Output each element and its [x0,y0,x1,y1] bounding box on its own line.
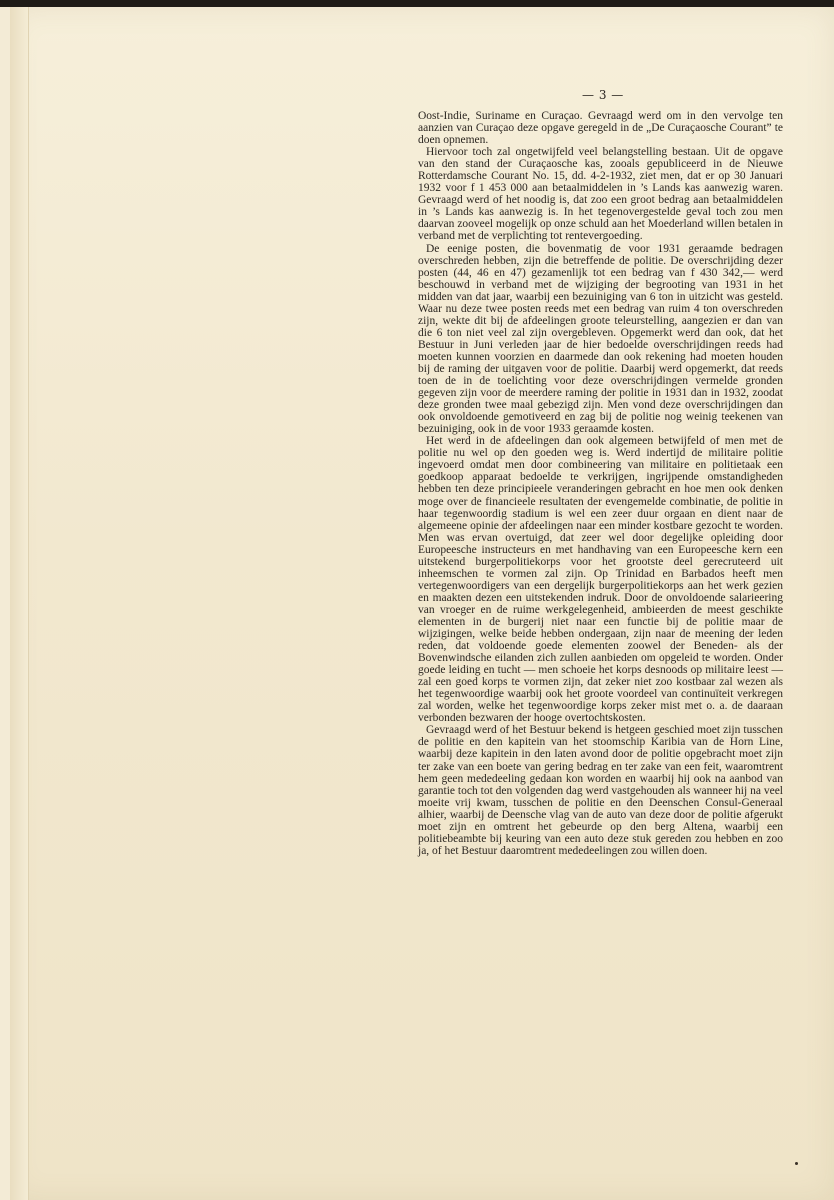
page-fold-shadow [10,7,29,1200]
paragraph: Gevraagd werd of het Bestuur bekend is hetgeen geschied moet zijn tusschen de politie en den kapitein van het stoomschip Karibia van de Horn Line, waarbij deze kapitein in den laten avond door de politie opgebracht moet zijn ter zake van een boete van gering bedrag en ter zake van een feit, waaromtrent hem geen mededeeling gedaan kon worden en waarbij hij ook na aanbod van garantie toch tot den volgenden dag werd vastgehouden als wanneer hij na veel moeite vrij kwam, tusschen de politie en den Deenschen Consul-Generaal alhier, waarbij de Deensche vlag van de auto van deze door de politie afgerukt moet zijn en omtrent het gebeurde op den berg Altena, waarbij een politiebeambte bij keuring van een auto deze stuk gereden zou hebben en zoo ja, of het Bestuur daaromtrent mededeelingen zou willen doen. [418,724,783,857]
page-number: — 3 — [582,88,624,102]
paragraph: Hiervoor toch zal ongetwijfeld veel belangstelling bestaan. Uit de opgave van den stand der Curaçaosche kas, zooals gepubliceerd in de Nieuwe Rotterdamsche Courant No. 15, dd. 4-2-1932, ziet men, dat er op 30 Januari 1932 voor f 1 453 000 aan betaalmiddelen in ’s Lands kas aanwezig waren. Gevraagd werd of het noodig is, dat zoo een groot bedrag aan betaalmiddelen in ’s Lands kas aanwezig is. In het tegenovergestelde geval toch zou men daarvan zooveel mogelijk op onze schuld aan het Moederland willen betalen in verband met de verplichting tot rentevergoeding. [418,146,783,243]
scan-top-edge [0,0,834,7]
paragraph: De eenige posten, die bovenmatig de voor 1931 geraamde bedragen overschreden hebben, zijn die betreffende de politie. De overschrijding dezer posten (44, 46 en 47) gezamenlijk tot een bedrag van f 430 342,— werd beschouwd in verband met de wijziging der begrooting van 1931 in het midden van dat jaar, waarbij een bezuiniging van 6 ton in uitzicht was gesteld. Waar nu deze twee posten reeds met een bedrag van ruim 4 ton overschreden zijn, wekte dit bij de afdeelingen groote teleurstelling, aangezien er dan van die 6 ton niet veel zal zijn overgebleven. Opgemerkt werd dan ook, dat het Bestuur in Juni verleden jaar de hier bedoelde overschrijdingen reeds had moeten kunnen voorzien en daarmede dan ook rekening had moeten houden bij de raming der uitgaven voor de politie. Daarbij werd opgemerkt, dat reeds toen de in de toelichting voor deze overschrijdingen vermelde gronden gegeven zijn voor de meerdere raming der politie in 1931 dan in 1932, zoodat deze gronden twee maal gebezigd zijn. Men vond deze overschrijdingen dan ook onvoldoende gemotiveerd en zag bij de politie nog weinig teekenen van bezuiniging, ook in de voor 1933 geraamde kosten. [418,242,783,436]
paragraph: Het werd in de afdeelingen dan ook algemeen betwijfeld of men met de politie nu wel op den goeden weg is. Werd indertijd de militaire politie ingevoerd omdat men door combineering van militaire en politietaak een goedkoop apparaat bedoelde te verkrijgen, ingrijpende omstandigheden hebben ten deze principieele veranderingen gebracht en hoe men ook denken moge over de financieele resultaten der evengemelde combinatie, de politie in haar tegenwoordig stadium is wel een zeer duur orgaan en dient naar de algemeene opinie der afdeelingen naar een minder kostbare gezocht te worden. Men was ervan overtuigd, dat zeer wel door degelijke opleiding door Europeesche instructeurs en met handhaving van een Europeesche kern een uitstekend burgerpolitiekorps voor het grootste deel gerecruteerd uit inheemschen te vormen zal zijn. Op Trinidad en Barbados heeft men vertegenwoordigers van een dergelijk burgerpolitiekorps aan het werk gezien en maakten dezen een uitstekenden indruk. Door de onvoldoende salarieering van vroeger en de ruime werkgelegenheid, ambieerden de meest geschikte elementen in de burgerij niet naar een functie bij de politie maar de wijzigingen, welke beide hebben ondergaan, zijn naar de meening der leden reden, dat voldoende goede elementen zoowel der Beneden- als der Bovenwindsche eilanden zich zullen aanbieden om opgeleid te worden. Onder goede leiding en tucht — men schoeie het korps desnoods op militaire leest — zal een goed korps te vormen zijn, dat zeker niet zoo kostbaar zal wezen als het tegenwoordige waarbij ook het groote voordeel van continuïteit verkregen zal worden, welke het tegenwoordige korps zeker mist met o. a. de daaraan verbonden bezwaren der hooge overtochtskosten. [418,435,783,725]
paragraph: Oost-Indie, Suriname en Curaçao. Gevraagd werd om in den vervolge ten aanzien van Curaçao deze opgave geregeld in de „De Curaçaosche Courant” te doen opnemen. [418,110,783,147]
text-column [418,110,783,857]
paper-speck [795,1162,798,1165]
